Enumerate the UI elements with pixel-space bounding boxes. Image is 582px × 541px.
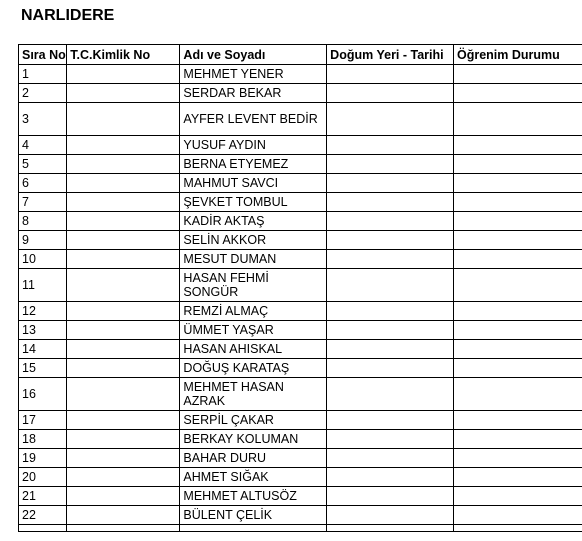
cell-tc-kimlik-no	[67, 84, 180, 103]
cell-ad-soyad: ÜMMET YAŞAR	[180, 321, 327, 340]
table-header-row	[19, 45, 582, 65]
cell-dogum-yeri-tarihi	[327, 506, 454, 525]
cell-tc-kimlik-no	[67, 430, 180, 449]
cell-tc-kimlik-no	[67, 231, 180, 250]
cell-ogrenim-durumu	[454, 340, 582, 359]
header-ad-soyad: Adı ve Soyadı	[180, 45, 327, 65]
table-row	[19, 321, 582, 340]
cell-tc-kimlik-no	[67, 250, 180, 269]
cell-ogrenim-durumu	[454, 231, 582, 250]
cell-sira-no: 21	[19, 487, 67, 506]
cell-tc-kimlik-no	[67, 136, 180, 155]
cell-sira-no: 2	[19, 84, 67, 103]
member-table	[18, 44, 582, 532]
cell-sira-no: 9	[19, 231, 67, 250]
table-row	[19, 84, 582, 103]
cell-ad-soyad: MAHMUT SAVCI	[180, 174, 327, 193]
table-row	[19, 340, 582, 359]
cell-ad-soyad: BÜLENT ÇELİK	[180, 506, 327, 525]
cell-dogum-yeri-tarihi	[327, 430, 454, 449]
cell-ad-soyad: SELİN AKKOR	[180, 231, 327, 250]
cell-dogum-yeri-tarihi	[327, 103, 454, 136]
table-row	[19, 103, 582, 136]
cell-sira-no: 22	[19, 506, 67, 525]
cell-sira-no: 1	[19, 65, 67, 84]
cell-tc-kimlik-no	[67, 468, 180, 487]
cell-ogrenim-durumu	[454, 411, 582, 430]
cell-sira-no: 5	[19, 155, 67, 174]
cell-ad-soyad: MEHMET HASAN AZRAK	[180, 378, 327, 411]
cell-ad-soyad: DOĞUŞ KARATAŞ	[180, 359, 327, 378]
table-row	[19, 212, 582, 231]
cell-ogrenim-durumu	[454, 359, 582, 378]
cell-ogrenim-durumu	[454, 212, 582, 231]
cutoff-cell	[180, 525, 327, 532]
cell-ogrenim-durumu	[454, 84, 582, 103]
cell-tc-kimlik-no	[67, 103, 180, 136]
table-row	[19, 302, 582, 321]
cell-tc-kimlik-no	[67, 193, 180, 212]
cell-ogrenim-durumu	[454, 378, 582, 411]
table-row	[19, 468, 582, 487]
cell-ogrenim-durumu	[454, 321, 582, 340]
cell-dogum-yeri-tarihi	[327, 487, 454, 506]
page-title: NARLIDERE	[21, 7, 115, 24]
cell-ogrenim-durumu	[454, 193, 582, 212]
cell-ad-soyad: MESUT DUMAN	[180, 250, 327, 269]
cell-dogum-yeri-tarihi	[327, 468, 454, 487]
cell-dogum-yeri-tarihi	[327, 84, 454, 103]
cell-ad-soyad: YUSUF AYDIN	[180, 136, 327, 155]
header-dogum-yeri-tarihi: Doğum Yeri - Tarihi	[327, 45, 454, 65]
cell-dogum-yeri-tarihi	[327, 193, 454, 212]
cell-ogrenim-durumu	[454, 487, 582, 506]
table-row	[19, 487, 582, 506]
header-sira-no: Sıra No	[19, 45, 67, 65]
cell-ad-soyad: AYFER LEVENT BEDİR	[180, 103, 327, 136]
cell-ad-soyad: AHMET SIĞAK	[180, 468, 327, 487]
cell-sira-no: 20	[19, 468, 67, 487]
table-row	[19, 136, 582, 155]
cell-ad-soyad: ŞEVKET TOMBUL	[180, 193, 327, 212]
cell-sira-no: 13	[19, 321, 67, 340]
cell-sira-no: 11	[19, 269, 67, 302]
table-row	[19, 174, 582, 193]
header-tc-kimlik-no: T.C.Kimlik No	[67, 45, 180, 65]
cell-tc-kimlik-no	[67, 174, 180, 193]
table-row	[19, 449, 582, 468]
cell-sira-no: 10	[19, 250, 67, 269]
cell-dogum-yeri-tarihi	[327, 378, 454, 411]
cell-ogrenim-durumu	[454, 103, 582, 136]
cell-ad-soyad: HASAN AHISKAL	[180, 340, 327, 359]
cell-dogum-yeri-tarihi	[327, 212, 454, 231]
cutoff-cell	[327, 525, 454, 532]
table-body	[19, 65, 582, 532]
cell-sira-no: 7	[19, 193, 67, 212]
cell-ogrenim-durumu	[454, 506, 582, 525]
table-row	[19, 269, 582, 302]
cell-sira-no: 4	[19, 136, 67, 155]
cell-ogrenim-durumu	[454, 269, 582, 302]
cell-ad-soyad: REMZİ ALMAÇ	[180, 302, 327, 321]
cell-ogrenim-durumu	[454, 449, 582, 468]
cell-sira-no: 8	[19, 212, 67, 231]
cell-ogrenim-durumu	[454, 250, 582, 269]
cutoff-cell	[454, 525, 582, 532]
cell-ad-soyad: MEHMET YENER	[180, 65, 327, 84]
cell-dogum-yeri-tarihi	[327, 302, 454, 321]
cell-ad-soyad: BERNA ETYEMEZ	[180, 155, 327, 174]
cell-tc-kimlik-no	[67, 212, 180, 231]
cell-ogrenim-durumu	[454, 136, 582, 155]
table-row	[19, 411, 582, 430]
cell-ogrenim-durumu	[454, 468, 582, 487]
table-row	[19, 430, 582, 449]
cell-dogum-yeri-tarihi	[327, 231, 454, 250]
table-row	[19, 359, 582, 378]
table-row	[19, 193, 582, 212]
cell-ogrenim-durumu	[454, 430, 582, 449]
cell-sira-no: 6	[19, 174, 67, 193]
cell-ad-soyad: SERPİL ÇAKAR	[180, 411, 327, 430]
cell-tc-kimlik-no	[67, 411, 180, 430]
cell-dogum-yeri-tarihi	[327, 359, 454, 378]
table-row	[19, 155, 582, 174]
cell-ad-soyad: BAHAR DURU	[180, 449, 327, 468]
cell-dogum-yeri-tarihi	[327, 321, 454, 340]
cell-sira-no: 12	[19, 302, 67, 321]
cell-dogum-yeri-tarihi	[327, 65, 454, 84]
cell-ad-soyad: SERDAR BEKAR	[180, 84, 327, 103]
cell-tc-kimlik-no	[67, 506, 180, 525]
cell-ogrenim-durumu	[454, 155, 582, 174]
table-row-cutoff	[19, 525, 582, 532]
cell-tc-kimlik-no	[67, 340, 180, 359]
cell-ogrenim-durumu	[454, 65, 582, 84]
cell-sira-no: 3	[19, 103, 67, 136]
cell-dogum-yeri-tarihi	[327, 174, 454, 193]
header-ogrenim-durumu: Öğrenim Durumu	[454, 45, 582, 65]
cell-sira-no: 14	[19, 340, 67, 359]
cell-tc-kimlik-no	[67, 487, 180, 506]
cell-dogum-yeri-tarihi	[327, 269, 454, 302]
cell-ad-soyad: BERKAY KOLUMAN	[180, 430, 327, 449]
cell-tc-kimlik-no	[67, 65, 180, 84]
cell-ad-soyad: KADİR AKTAŞ	[180, 212, 327, 231]
cell-tc-kimlik-no	[67, 321, 180, 340]
cell-tc-kimlik-no	[67, 449, 180, 468]
cutoff-cell	[67, 525, 180, 532]
cell-sira-no: 18	[19, 430, 67, 449]
cell-dogum-yeri-tarihi	[327, 449, 454, 468]
cell-dogum-yeri-tarihi	[327, 155, 454, 174]
cell-tc-kimlik-no	[67, 359, 180, 378]
table-row	[19, 65, 582, 84]
cutoff-cell	[19, 525, 67, 532]
cell-tc-kimlik-no	[67, 269, 180, 302]
cell-tc-kimlik-no	[67, 155, 180, 174]
cell-sira-no: 19	[19, 449, 67, 468]
cell-ogrenim-durumu	[454, 302, 582, 321]
cell-ad-soyad: HASAN FEHMİ SONGÜR	[180, 269, 327, 302]
cell-ad-soyad: MEHMET ALTUSÖZ	[180, 487, 327, 506]
table-row	[19, 250, 582, 269]
cell-ogrenim-durumu	[454, 174, 582, 193]
cell-sira-no: 15	[19, 359, 67, 378]
table-row	[19, 231, 582, 250]
table-row	[19, 378, 582, 411]
cell-tc-kimlik-no	[67, 378, 180, 411]
cell-dogum-yeri-tarihi	[327, 136, 454, 155]
cell-dogum-yeri-tarihi	[327, 340, 454, 359]
cell-dogum-yeri-tarihi	[327, 250, 454, 269]
cell-sira-no: 16	[19, 378, 67, 411]
cell-dogum-yeri-tarihi	[327, 411, 454, 430]
cell-sira-no: 17	[19, 411, 67, 430]
table-row	[19, 506, 582, 525]
cell-tc-kimlik-no	[67, 302, 180, 321]
